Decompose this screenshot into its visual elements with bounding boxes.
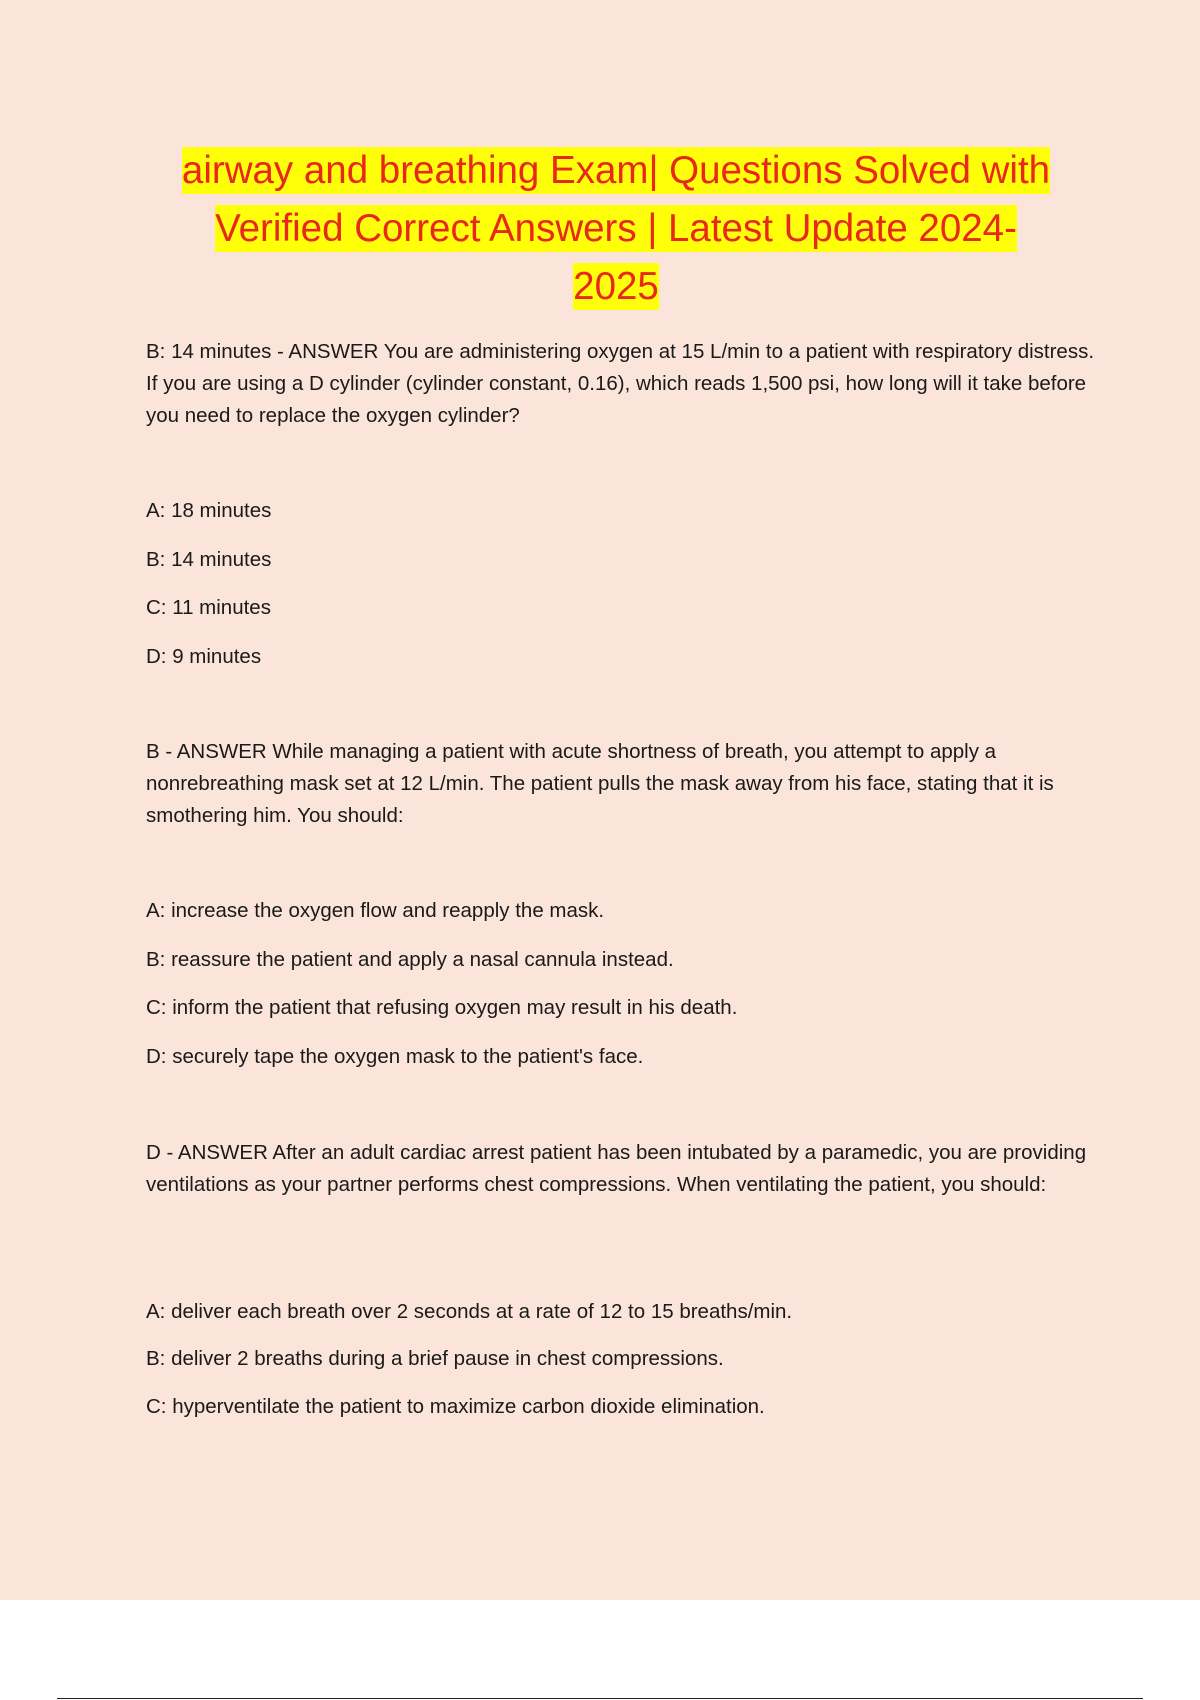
document-title: [120, 142, 1112, 316]
question-1-option-d: D: 9 minutes: [146, 645, 262, 668]
title-line-2: Verified Correct Answers | Latest Update 2024-: [215, 207, 1017, 250]
question-2-option-a: A: increase the oxygen flow and reapply the mask.: [146, 899, 605, 922]
title-line-3: 2025: [573, 265, 659, 308]
footer-divider: [57, 1698, 1143, 1699]
question-1-option-a: A: 18 minutes: [146, 499, 272, 522]
question-2-text: B - ANSWER While managing a patient with acute shortness of breath, you attempt to apply a nonrebreathing mask set at 12 L/min. The patient pulls the mask away from his face, stating that it is smothering him. You should:: [146, 740, 1054, 827]
question-1-option-b: B: 14 minutes: [146, 548, 272, 571]
title-line-1: airway and breathing Exam| Questions Solved with: [181, 149, 1051, 192]
question-3-option-c: C: hyperventilate the patient to maximize carbon dioxide elimination.: [146, 1395, 765, 1418]
question-3-option-b: B: deliver 2 breaths during a brief pause in chest compressions.: [146, 1347, 724, 1370]
question-2-option-d: D: securely tape the oxygen mask to the patient's face.: [146, 1045, 644, 1068]
question-2-option-b: B: reassure the patient and apply a nasal cannula instead.: [146, 948, 674, 971]
question-3-option-a: A: deliver each breath over 2 seconds at a rate of 12 to 15 breaths/min.: [146, 1300, 793, 1323]
question-1-option-c: C: 11 minutes: [146, 596, 271, 619]
question-2-option-c: C: inform the patient that refusing oxygen may result in his death.: [146, 996, 738, 1019]
question-1-text: B: 14 minutes - ANSWER You are administering oxygen at 15 L/min to a patient with respiratory distress. If you are using a D cylinder (cylinder constant, 0.16), which reads 1,500 psi, how long will it take before you need to replace the oxygen cylinder?: [146, 340, 1095, 427]
question-3-text: D - ANSWER After an adult cardiac arrest patient has been intubated by a paramedic, you are providing ventilations as your partner performs chest compressions. When ventilating the patient, you should:: [146, 1141, 1087, 1196]
